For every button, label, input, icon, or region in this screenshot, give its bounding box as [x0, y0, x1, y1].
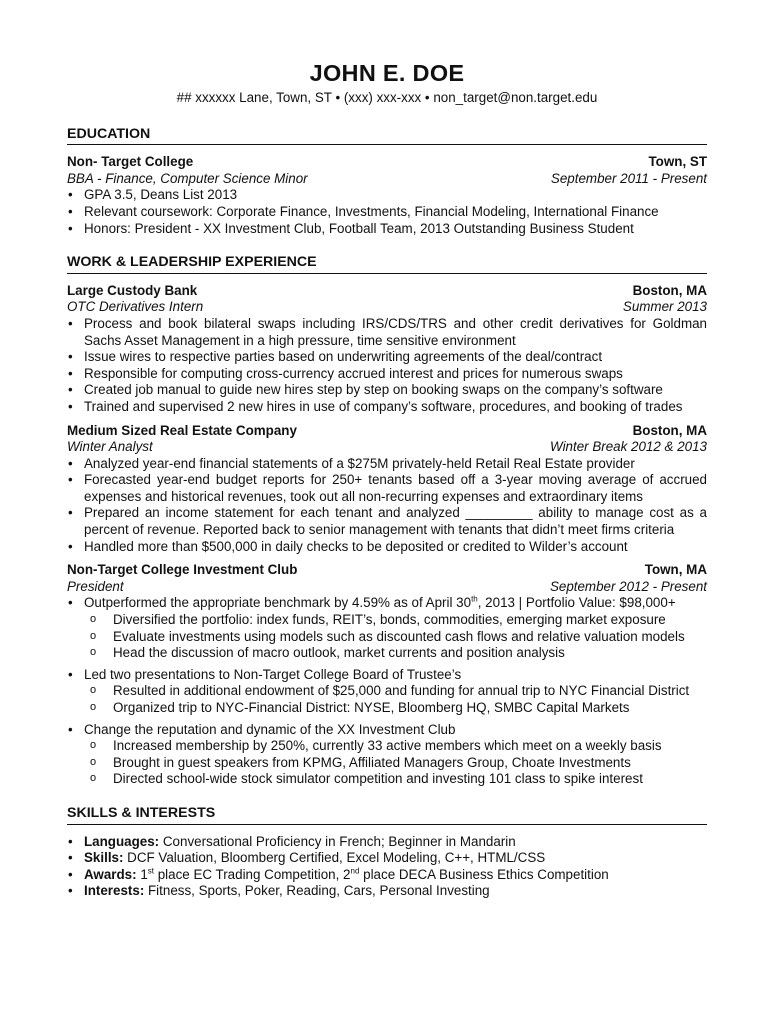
degree: BBA - Finance, Computer Science Minor [67, 170, 308, 186]
club-bullet-text: Led two presentations to Non-Target College Board of Trustee’s [84, 666, 462, 682]
skills-value: Fitness, Sports, Poker, Reading, Cars, Personal Investing [144, 883, 490, 899]
skills-item-languages [67, 834, 707, 851]
club-role: President [67, 578, 124, 594]
job-bullet: • Trained and supervised 2 new hires in use of company’s software, procedures, and booking of trades [67, 399, 707, 416]
club-bullet [67, 667, 707, 717]
contact-line: ## xxxxxx Lane, Town, ST • (xxx) xxx-xxx • non_target@non.target.edu [176, 90, 598, 105]
skills-value: 1 [136, 866, 148, 882]
education-bullet: • Honors: President - XX Investment Club, Football Team, 2013 Outstanding Business Student [67, 221, 707, 238]
skills-item-interests [67, 883, 707, 900]
club-entry [67, 562, 707, 788]
club-subbullet: o Resulted in additional endowment of $25,000 and funding for annual trip to NYC Financial District [84, 683, 707, 700]
club-bullet-text: Change the reputation and dynamic of the XX Investment Club [84, 721, 456, 737]
club-bullet [67, 722, 707, 788]
job-bullet: • Prepared an income statement for each tenant and analyzed _________ ability to manage cost as a percent of revenue. Reported back to senior management with tenants that didn’t meet firms criteria [67, 505, 707, 538]
job-role: Winter Analyst [67, 439, 153, 455]
resume-content [67, 58, 707, 900]
job-org: Medium Sized Real Estate Company [67, 422, 297, 438]
skills-label: Awards: [84, 866, 137, 882]
skills-heading: SKILLS & INTERESTS [67, 805, 707, 825]
job-entry [67, 283, 707, 416]
job-location: Boston, MA [632, 282, 707, 298]
skills-value: DCF Valuation, Bloomberg Certified, Excel Modeling, C++, HTML/CSS [123, 850, 546, 866]
education-bullet: • Relevant coursework: Corporate Finance, Investments, Financial Modeling, International Finance [67, 204, 707, 221]
job-dates: Summer 2013 [622, 299, 707, 315]
skills-label: Skills: [84, 850, 124, 866]
skills-item-skills [67, 850, 707, 867]
experience-heading: WORK & LEADERSHIP EXPERIENCE [67, 254, 707, 274]
education-bullet: • GPA 3.5, Deans List 2013 [67, 187, 707, 204]
club-subbullet: o Brought in guest speakers from KPMG, Affiliated Managers Group, Choate Investments [84, 755, 707, 772]
skills-value: place EC Trading Competition, 2 [154, 866, 351, 882]
club-subbullet: o Organized trip to NYC-Financial District: NYSE, Bloomberg HQ, SMBC Capital Markets [84, 700, 707, 717]
job-bullet: • Created job manual to guide new hires step by step on booking swaps on the company’s software [67, 382, 707, 399]
candidate-name: JOHN E. DOE [309, 60, 465, 86]
club-bullet [67, 595, 707, 661]
school-location: Town, ST [648, 154, 707, 170]
club-subbullet: o Evaluate investments using models such as discounted cash flows and relative valuation models [84, 629, 707, 646]
job-bullet: • Issue wires to respective parties based on underwriting agreements of the deal/contract [67, 349, 707, 366]
club-subbullet: o Increased membership by 250%, currently 33 active members which meet on a weekly basis [84, 738, 707, 755]
club-dates: September 2012 - Present [549, 578, 707, 594]
club-location: Town, MA [644, 562, 707, 578]
job-bullet: • Analyzed year-end financial statements of a $275M privately-held Retail Real Estate provider [67, 456, 707, 473]
ordinal-suffix: th [471, 594, 478, 604]
education-entry [67, 154, 707, 237]
job-bullet: • Forecasted year-end budget reports for 250+ tenants based off a 3-year moving average of accrued expenses and historical revenues, took out all non-recurring expenses and extraordinary items [67, 472, 707, 505]
education-dates: September 2011 - Present [550, 170, 707, 186]
job-bullet: • Handled more than $500,000 in daily checks to be deposited or credited to Wilder’s account [67, 539, 707, 556]
skills-label: Languages: [84, 833, 160, 849]
job-bullet: • Responsible for computing cross-currency accrued interest and prices for numerous swaps [67, 366, 707, 383]
club-subbullet: o Diversified the portfolio: index funds, REIT’s, bonds, commodities, emerging market exposure [84, 612, 707, 629]
job-location: Boston, MA [632, 422, 707, 438]
job-org: Large Custody Bank [67, 282, 198, 298]
ordinal-suffix: nd [350, 866, 360, 876]
skills-value: Conversational Proficiency in French; Beginner in Mandarin [159, 833, 516, 849]
ordinal-suffix: st [147, 866, 154, 876]
skills-list [67, 834, 707, 900]
school-name: Non- Target College [67, 154, 194, 170]
job-role: OTC Derivatives Intern [67, 299, 204, 315]
club-org: Non-Target College Investment Club [67, 562, 298, 578]
job-entry [67, 423, 707, 556]
job-dates: Winter Break 2012 & 2013 [550, 439, 707, 455]
skills-item-awards [67, 867, 707, 884]
skills-value: place DECA Business Ethics Competition [359, 866, 609, 882]
club-bullet-text: , 2013 | Portfolio Value: $98,000+ [477, 595, 676, 611]
club-subbullet: o Head the discussion of macro outlook, market currents and position analysis [84, 645, 707, 662]
skills-label: Interests: [84, 883, 145, 899]
job-bullet: • Process and book bilateral swaps including IRS/CDS/TRS and other credit derivatives for Goldman Sachs Asset Management in a high pressure, time sensitive environment [67, 316, 707, 349]
club-bullet-text: Outperformed the appropriate benchmark by 4.59% as of April 30 [84, 595, 472, 611]
education-heading: EDUCATION [67, 126, 707, 146]
club-subbullet: o Directed school-wide stock simulator competition and investing 101 class to spike interest [84, 771, 707, 788]
